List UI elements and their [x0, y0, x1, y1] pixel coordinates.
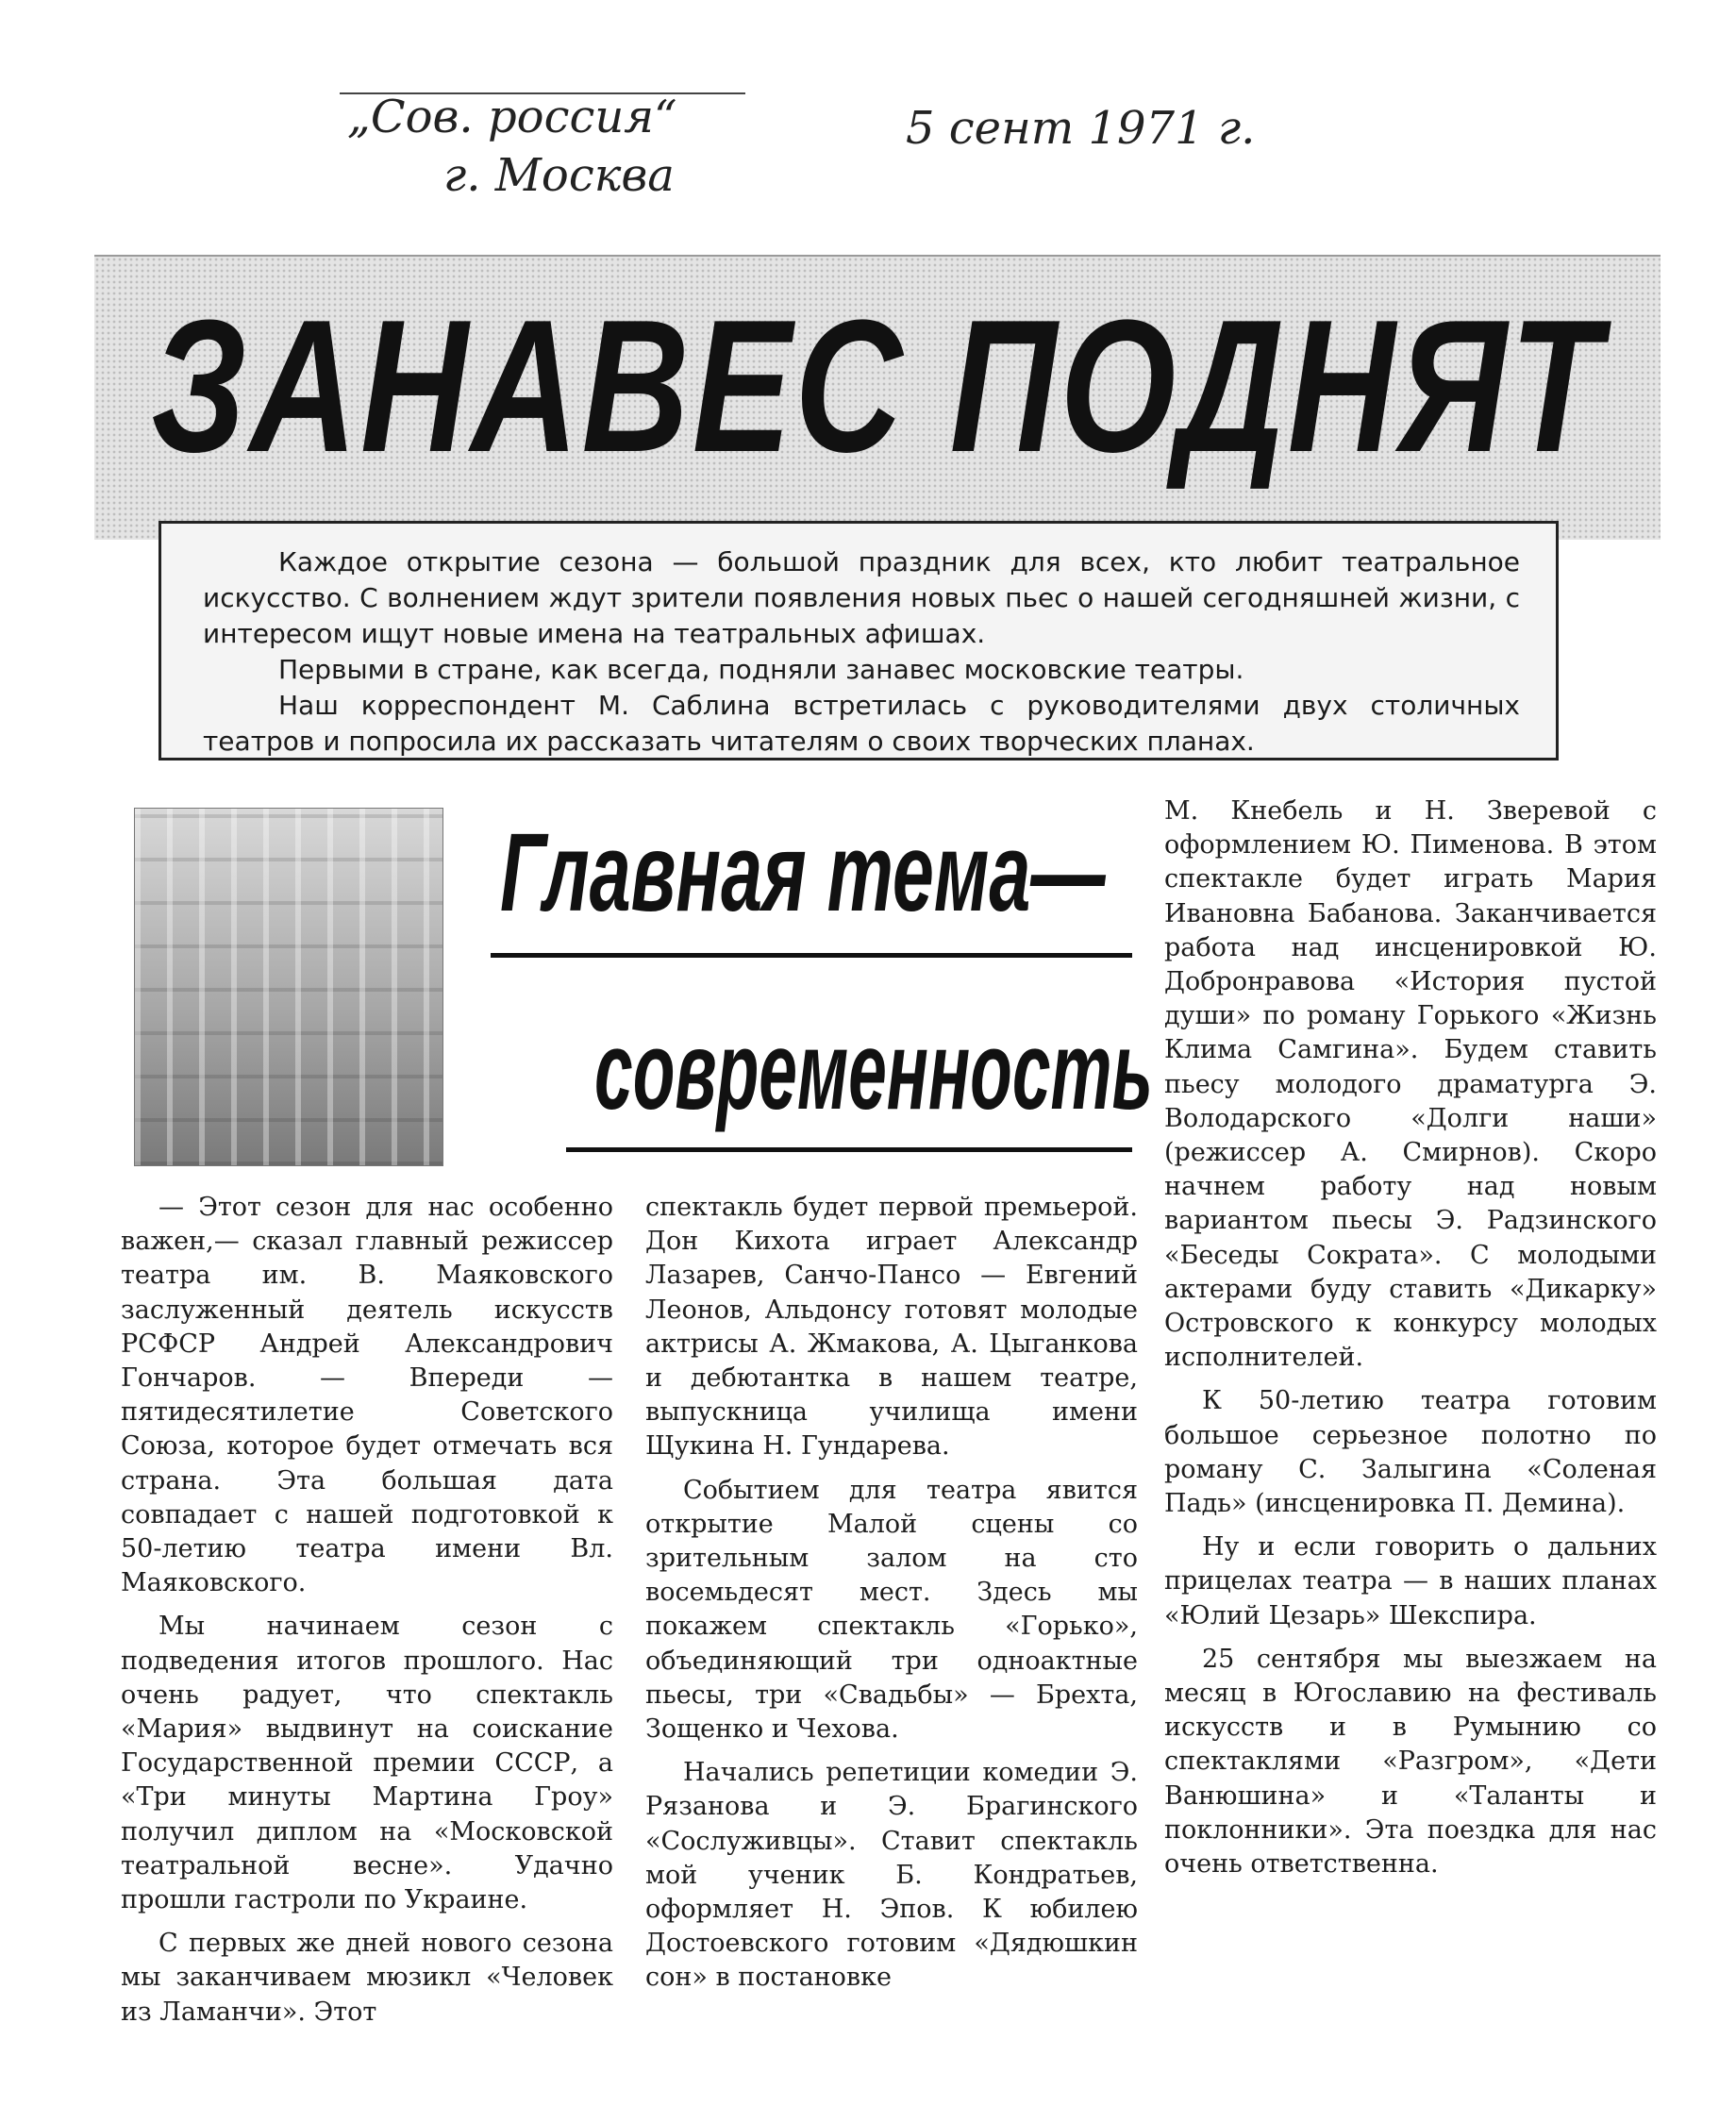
article-paragraph: Событием для театра явится открытие Малой сцены со зрительным залом на сто восемьдесят мест. Здесь мы покажем спектакль «Горько», объединяющий три одноактные пьесы, три «Свадьбы» — Брехта, Зощенко и Чехова.	[645, 1475, 1138, 1745]
article-paragraph: С первых же дней нового сезона мы заканчиваем мюзикл «Человек из Ламанчи». Этот	[121, 1929, 613, 2027]
subheadline-rule-bottom	[566, 1147, 1132, 1152]
article-paragraph: К 50-летию театра готовим большое серьезное полотно по роману С. Залыгина «Соленая Падь» (инсценировка П. Демина).	[1164, 1386, 1657, 1519]
article-column-1	[121, 1191, 613, 2039]
lead-paragraph: Наш корреспондент М. Саблина встретилась с руководителями двух столичных театров и попросила их рассказать читателям о своих творческих планах.	[203, 690, 1520, 757]
theatre-building-photo	[134, 808, 443, 1166]
lead-paragraph: Первыми в стране, как всегда, подняли занавес московские театры.	[278, 654, 1244, 685]
lead-box	[159, 521, 1559, 760]
subheadline-line1: Главная тема—	[500, 811, 1106, 935]
article-paragraph: — Этот сезон для нас особенно важен,— сказал главный режиссер театра им. В. Маяковского заслуженный деятель искусств РСФСР Андрей Александрович Гончаров. — Впереди — пятидесятилетие Советского Союза, которое будет отмечать вся страна. Эта большая дата совпадает с нашей подготовкой к 50-летию театра имени Вл. Маяковского.	[121, 1193, 613, 1598]
article-column-3	[1164, 794, 1657, 1891]
headline: ЗАНАВЕС ПОДНЯТ	[151, 281, 1604, 492]
article-paragraph: Ну и если говорить о дальних прицелах театра — в наших планах «Юлий Цезарь» Шекспира.	[1164, 1532, 1657, 1630]
subheadline-rule-top	[491, 953, 1132, 958]
article-paragraph: 25 сентября мы выезжаем на месяц в Югославию на фестиваль искусств и в Румынию со спектаклями «Разгром», «Дети Ванюшина» и «Таланты и поклонники». Эта поездка для нас очень ответственна.	[1164, 1644, 1657, 1880]
article-paragraph: М. Кнебель и Н. Зверевой с оформлением Ю. Пименова. В этом спектакле будет играть Мария Ивановна Бабанова. Заканчивается работа над инсценировкой Ю. Добронравова «История пустой души» по роману Горького «Жизнь Клима Самгина». Будем ставить пьесу молодого драматурга Э. Володарского «Долги наши» (режиссер А. Смирнов). Скоро начнем работу над новым вариантом пьесы Э. Радзинского «Беседы Сократа». С молодыми актерами буду ставить «Дикарку» Островского к конкурсу молодых исполнителей.	[1164, 796, 1657, 1373]
handwritten-date: 5 сент 1971 г.	[906, 102, 1256, 155]
handwritten-underline	[340, 92, 745, 94]
handwritten-source: „Сов. россия“	[347, 91, 677, 143]
article-paragraph: Мы начинаем сезон с подведения итогов прошлого. Нас очень радует, что спектакль «Мария» выдвинут на соискание Государственной премии СССР, а «Три минуты Мартина Гроу» получил диплом на «Московской театральной весне». Удачно прошли гастроли по Украине.	[121, 1612, 613, 1915]
article-paragraph: спектакль будет первой премьерой. Дон Кихота играет Александр Лазарев, Санчо-Пансо — Евгений Леонов, Альдонсу готовят молодые актрисы А. Жмакова, А. Цыганкова и дебютантка в нашем театре, выпускница училища имени Щукина Н. Гундарева.	[645, 1193, 1138, 1462]
handwritten-city: г. Москва	[443, 149, 675, 202]
article-paragraph: Начались репетиции комедии Э. Рязанова и Э. Брагинского «Сослуживцы». Ставит спектакль мой ученик Б. Кондратьев, оформляет Н. Эпов. К юбилею Достоевского готовим «Дядюшкин сон» в постановке	[645, 1758, 1138, 1993]
lead-paragraph: Каждое открытие сезона — большой праздник для всех, кто любит театральное искусство. С волнением ждут зрители появления новых пьес о нашей сегодняшней жизни, с интересом ищут новые имена на театральных афишах.	[203, 546, 1520, 649]
subheadline-line2: современность	[594, 1009, 1154, 1133]
article-column-2	[645, 1191, 1138, 2005]
